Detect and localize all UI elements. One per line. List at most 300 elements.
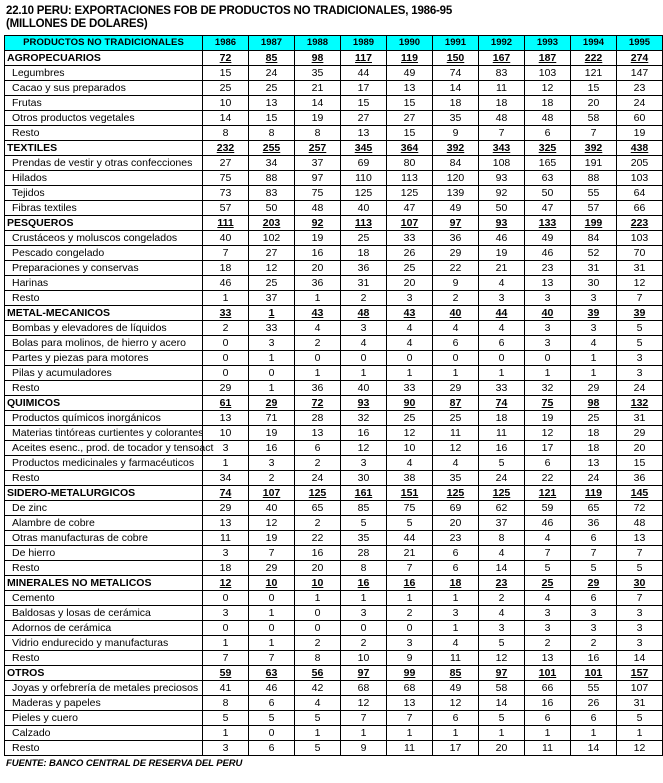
cell-value: 23 [617, 81, 663, 96]
cell-value: 103 [617, 231, 663, 246]
cell-value: 75 [525, 396, 571, 411]
table-row [5, 201, 663, 216]
cell-value: 0 [433, 351, 479, 366]
cell-value: 25 [433, 411, 479, 426]
cell-value: 8 [341, 561, 387, 576]
cell-value: 1 [433, 366, 479, 381]
cell-value: 18 [479, 96, 525, 111]
cell-value: 35 [433, 471, 479, 486]
cell-value: 13 [617, 531, 663, 546]
table-row [5, 651, 663, 666]
cell-value: 3 [203, 546, 249, 561]
cell-value: 64 [617, 186, 663, 201]
cell-value: 92 [295, 216, 341, 231]
cell-value: 113 [341, 216, 387, 231]
cell-value: 36 [295, 276, 341, 291]
row-group-label: MINERALES NO METALICOS [5, 576, 203, 591]
cell-value: 10 [249, 576, 295, 591]
cell-value: 22 [525, 471, 571, 486]
cell-value: 58 [571, 111, 617, 126]
cell-value: 12 [617, 741, 663, 756]
table-row [5, 186, 663, 201]
cell-value: 84 [433, 156, 479, 171]
cell-value: 6 [525, 711, 571, 726]
table-row [5, 576, 663, 591]
column-header-year: 1987 [249, 36, 295, 51]
table-row [5, 96, 663, 111]
cell-value: 20 [479, 741, 525, 756]
cell-value: 187 [525, 51, 571, 66]
cell-value: 24 [249, 66, 295, 81]
cell-value: 3 [525, 291, 571, 306]
cell-value: 1 [295, 591, 341, 606]
cell-value: 101 [525, 666, 571, 681]
cell-value: 2 [295, 336, 341, 351]
cell-value: 49 [433, 201, 479, 216]
table-row [5, 561, 663, 576]
cell-value: 5 [479, 636, 525, 651]
cell-value: 30 [617, 576, 663, 591]
table-row [5, 606, 663, 621]
cell-value: 222 [571, 51, 617, 66]
row-item-label: Resto [5, 126, 203, 141]
cell-value: 167 [479, 51, 525, 66]
cell-value: 69 [433, 501, 479, 516]
cell-value: 26 [387, 246, 433, 261]
cell-value: 71 [249, 411, 295, 426]
cell-value: 88 [249, 171, 295, 186]
cell-value: 7 [249, 651, 295, 666]
source-note: FUENTE: BANCO CENTRAL DE RESERVA DEL PERU [6, 758, 243, 769]
cell-value: 1 [341, 591, 387, 606]
cell-value: 14 [433, 81, 479, 96]
row-item-label: Vidrio endurecido y manufacturas [5, 636, 203, 651]
cell-value: 7 [203, 246, 249, 261]
cell-value: 110 [341, 171, 387, 186]
cell-value: 102 [249, 231, 295, 246]
cell-value: 39 [571, 306, 617, 321]
cell-value: 20 [571, 96, 617, 111]
cell-value: 48 [479, 111, 525, 126]
cell-value: 29 [571, 381, 617, 396]
cell-value: 4 [525, 531, 571, 546]
row-group-label: TEXTILES [5, 141, 203, 156]
cell-value: 57 [203, 201, 249, 216]
cell-value: 75 [295, 186, 341, 201]
row-item-label: Productos medicinales y farmacéuticos [5, 456, 203, 471]
cell-value: 18 [203, 561, 249, 576]
cell-value: 3 [249, 456, 295, 471]
table-row [5, 231, 663, 246]
cell-value: 12 [341, 441, 387, 456]
cell-value: 66 [617, 201, 663, 216]
cell-value: 33 [203, 306, 249, 321]
cell-value: 107 [617, 681, 663, 696]
table-row [5, 276, 663, 291]
cell-value: 75 [203, 171, 249, 186]
cell-value: 59 [203, 666, 249, 681]
table-row [5, 696, 663, 711]
table-row [5, 396, 663, 411]
cell-value: 36 [295, 381, 341, 396]
cell-value: 18 [571, 441, 617, 456]
cell-value: 147 [617, 66, 663, 81]
cell-value: 4 [387, 321, 433, 336]
cell-value: 3 [387, 291, 433, 306]
cell-value: 3 [571, 606, 617, 621]
cell-value: 0 [249, 366, 295, 381]
cell-value: 10 [341, 651, 387, 666]
cell-value: 48 [617, 516, 663, 531]
cell-value: 107 [249, 486, 295, 501]
cell-value: 1 [433, 726, 479, 741]
cell-value: 1 [203, 726, 249, 741]
column-header-products: PRODUCTOS NO TRADICIONALES [5, 36, 203, 51]
cell-value: 10 [203, 96, 249, 111]
cell-value: 0 [203, 591, 249, 606]
cell-value: 5 [295, 741, 341, 756]
table-row [5, 291, 663, 306]
cell-value: 40 [525, 306, 571, 321]
cell-value: 14 [295, 96, 341, 111]
cell-value: 5 [479, 711, 525, 726]
row-item-label: Calzado [5, 726, 203, 741]
cell-value: 12 [203, 576, 249, 591]
table-row [5, 81, 663, 96]
column-header-year: 1995 [617, 36, 663, 51]
cell-value: 5 [571, 561, 617, 576]
cell-value: 83 [249, 186, 295, 201]
row-item-label: Maderas y papeles [5, 696, 203, 711]
cell-value: 65 [295, 501, 341, 516]
cell-value: 20 [433, 516, 479, 531]
cell-value: 6 [433, 711, 479, 726]
cell-value: 4 [433, 636, 479, 651]
cell-value: 5 [387, 516, 433, 531]
cell-value: 68 [341, 681, 387, 696]
cell-value: 74 [203, 486, 249, 501]
row-item-label: Bolas para molinos, de hierro y acero [5, 336, 203, 351]
cell-value: 37 [249, 291, 295, 306]
cell-value: 13 [203, 411, 249, 426]
cell-value: 4 [479, 606, 525, 621]
page-subtitle: (MILLONES DE DOLARES) [6, 18, 148, 30]
cell-value: 3 [203, 741, 249, 756]
cell-value: 18 [203, 261, 249, 276]
cell-value: 2 [203, 321, 249, 336]
row-item-label: Adornos de cerámica [5, 621, 203, 636]
cell-value: 19 [617, 126, 663, 141]
cell-value: 20 [295, 561, 341, 576]
cell-value: 5 [617, 336, 663, 351]
cell-value: 3 [341, 321, 387, 336]
cell-value: 113 [387, 171, 433, 186]
cell-value: 6 [433, 336, 479, 351]
cell-value: 345 [341, 141, 387, 156]
cell-value: 15 [387, 96, 433, 111]
cell-value: 29 [617, 426, 663, 441]
row-item-label: Frutas [5, 96, 203, 111]
cell-value: 75 [387, 501, 433, 516]
cell-value: 205 [617, 156, 663, 171]
cell-value: 0 [203, 621, 249, 636]
cell-value: 27 [203, 156, 249, 171]
cell-value: 1 [341, 726, 387, 741]
cell-value: 14 [479, 561, 525, 576]
cell-value: 5 [295, 711, 341, 726]
cell-value: 1 [571, 726, 617, 741]
cell-value: 19 [249, 426, 295, 441]
cell-value: 2 [341, 636, 387, 651]
cell-value: 274 [617, 51, 663, 66]
cell-value: 92 [479, 186, 525, 201]
cell-value: 24 [617, 96, 663, 111]
cell-value: 8 [249, 126, 295, 141]
cell-value: 1 [479, 366, 525, 381]
cell-value: 46 [525, 516, 571, 531]
cell-value: 1 [203, 456, 249, 471]
cell-value: 0 [525, 351, 571, 366]
cell-value: 3 [341, 456, 387, 471]
row-item-label: Fibras textiles [5, 201, 203, 216]
cell-value: 18 [571, 426, 617, 441]
cell-value: 3 [617, 351, 663, 366]
row-item-label: De hierro [5, 546, 203, 561]
cell-value: 103 [617, 171, 663, 186]
cell-value: 12 [433, 696, 479, 711]
cell-value: 1 [571, 351, 617, 366]
cell-value: 36 [433, 231, 479, 246]
cell-value: 13 [203, 516, 249, 531]
cell-value: 13 [249, 96, 295, 111]
cell-value: 35 [295, 66, 341, 81]
row-item-label: Bombas y elevadores de líquidos [5, 321, 203, 336]
row-item-label: Alambre de cobre [5, 516, 203, 531]
cell-value: 50 [525, 186, 571, 201]
cell-value: 25 [249, 81, 295, 96]
row-item-label: Otras manufacturas de cobre [5, 531, 203, 546]
cell-value: 31 [341, 276, 387, 291]
cell-value: 15 [571, 81, 617, 96]
cell-value: 74 [433, 66, 479, 81]
cell-value: 7 [387, 561, 433, 576]
table-row [5, 366, 663, 381]
cell-value: 13 [525, 651, 571, 666]
row-item-label: Pescado congelado [5, 246, 203, 261]
cell-value: 19 [295, 231, 341, 246]
cell-value: 18 [433, 96, 479, 111]
cell-value: 12 [341, 696, 387, 711]
cell-value: 1 [433, 591, 479, 606]
cell-value: 39 [617, 306, 663, 321]
cell-value: 37 [479, 516, 525, 531]
cell-value: 6 [525, 456, 571, 471]
cell-value: 9 [433, 276, 479, 291]
cell-value: 31 [571, 261, 617, 276]
cell-value: 1 [203, 291, 249, 306]
cell-value: 125 [387, 186, 433, 201]
cell-value: 18 [525, 96, 571, 111]
cell-value: 74 [479, 396, 525, 411]
cell-value: 10 [203, 426, 249, 441]
cell-value: 343 [479, 141, 525, 156]
row-item-label: Resto [5, 291, 203, 306]
column-header-year: 1986 [203, 36, 249, 51]
cell-value: 14 [617, 651, 663, 666]
cell-value: 34 [203, 471, 249, 486]
cell-value: 93 [479, 171, 525, 186]
cell-value: 3 [203, 606, 249, 621]
cell-value: 4 [387, 456, 433, 471]
cell-value: 19 [295, 111, 341, 126]
cell-value: 20 [387, 276, 433, 291]
cell-value: 66 [525, 681, 571, 696]
cell-value: 4 [341, 336, 387, 351]
cell-value: 3 [341, 606, 387, 621]
table-row [5, 306, 663, 321]
cell-value: 1 [249, 306, 295, 321]
cell-value: 63 [525, 171, 571, 186]
cell-value: 1 [387, 591, 433, 606]
cell-value: 26 [571, 696, 617, 711]
cell-value: 46 [249, 681, 295, 696]
cell-value: 68 [387, 681, 433, 696]
cell-value: 97 [433, 216, 479, 231]
cell-value: 15 [617, 456, 663, 471]
cell-value: 30 [341, 471, 387, 486]
cell-value: 16 [525, 696, 571, 711]
cell-value: 5 [617, 561, 663, 576]
cell-value: 125 [295, 486, 341, 501]
cell-value: 17 [433, 741, 479, 756]
cell-value: 47 [525, 201, 571, 216]
cell-value: 65 [571, 501, 617, 516]
cell-value: 16 [571, 651, 617, 666]
cell-value: 117 [341, 51, 387, 66]
cell-value: 30 [571, 276, 617, 291]
cell-value: 46 [479, 231, 525, 246]
cell-value: 4 [387, 336, 433, 351]
cell-value: 93 [479, 216, 525, 231]
cell-value: 12 [387, 426, 433, 441]
cell-value: 11 [433, 426, 479, 441]
cell-value: 1 [295, 291, 341, 306]
table-row [5, 51, 663, 66]
cell-value: 3 [571, 291, 617, 306]
cell-value: 29 [433, 246, 479, 261]
cell-value: 12 [525, 81, 571, 96]
row-item-label: Cacao y sus preparados [5, 81, 203, 96]
table-row [5, 531, 663, 546]
cell-value: 44 [341, 66, 387, 81]
row-item-label: Preparaciones y conservas [5, 261, 203, 276]
column-header-year: 1988 [295, 36, 341, 51]
cell-value: 55 [571, 681, 617, 696]
cell-value: 44 [479, 306, 525, 321]
cell-value: 7 [203, 651, 249, 666]
cell-value: 16 [295, 546, 341, 561]
cell-value: 12 [617, 276, 663, 291]
cell-value: 44 [387, 531, 433, 546]
cell-value: 37 [295, 156, 341, 171]
cell-value: 61 [203, 396, 249, 411]
table-row [5, 711, 663, 726]
cell-value: 43 [295, 306, 341, 321]
table-row [5, 171, 663, 186]
table-row [5, 141, 663, 156]
cell-value: 27 [249, 246, 295, 261]
column-header-year: 1989 [341, 36, 387, 51]
row-group-label: OTROS [5, 666, 203, 681]
cell-value: 11 [387, 741, 433, 756]
cell-value: 157 [617, 666, 663, 681]
cell-value: 41 [203, 681, 249, 696]
cell-value: 25 [571, 411, 617, 426]
cell-value: 24 [295, 471, 341, 486]
cell-value: 10 [295, 576, 341, 591]
cell-value: 40 [433, 306, 479, 321]
cell-value: 16 [249, 441, 295, 456]
table-row [5, 111, 663, 126]
cell-value: 13 [387, 81, 433, 96]
table-row [5, 216, 663, 231]
cell-value: 7 [617, 591, 663, 606]
cell-value: 69 [341, 156, 387, 171]
cell-value: 325 [525, 141, 571, 156]
cell-value: 33 [479, 381, 525, 396]
cell-value: 36 [617, 471, 663, 486]
table-row [5, 591, 663, 606]
table-row [5, 636, 663, 651]
cell-value: 19 [249, 531, 295, 546]
table-row [5, 66, 663, 81]
cell-value: 119 [571, 486, 617, 501]
cell-value: 9 [433, 126, 479, 141]
cell-value: 3 [525, 606, 571, 621]
cell-value: 83 [479, 66, 525, 81]
cell-value: 3 [617, 606, 663, 621]
row-group-label: SIDERO-METALURGICOS [5, 486, 203, 501]
cell-value: 18 [341, 246, 387, 261]
cell-value: 0 [203, 366, 249, 381]
cell-value: 6 [249, 741, 295, 756]
cell-value: 0 [387, 621, 433, 636]
cell-value: 90 [387, 396, 433, 411]
cell-value: 20 [295, 261, 341, 276]
cell-value: 101 [571, 666, 617, 681]
table-row [5, 726, 663, 741]
cell-value: 55 [571, 186, 617, 201]
table-row [5, 681, 663, 696]
cell-value: 1 [341, 366, 387, 381]
table-row [5, 351, 663, 366]
cell-value: 80 [387, 156, 433, 171]
cell-value: 84 [571, 231, 617, 246]
cell-value: 132 [617, 396, 663, 411]
cell-value: 46 [525, 246, 571, 261]
cell-value: 5 [525, 561, 571, 576]
cell-value: 29 [203, 501, 249, 516]
header-row [5, 36, 663, 51]
cell-value: 50 [479, 201, 525, 216]
table-row [5, 471, 663, 486]
cell-value: 2 [249, 471, 295, 486]
cell-value: 13 [387, 696, 433, 711]
cell-value: 3 [571, 321, 617, 336]
cell-value: 25 [249, 276, 295, 291]
cell-value: 125 [433, 486, 479, 501]
cell-value: 1 [525, 366, 571, 381]
